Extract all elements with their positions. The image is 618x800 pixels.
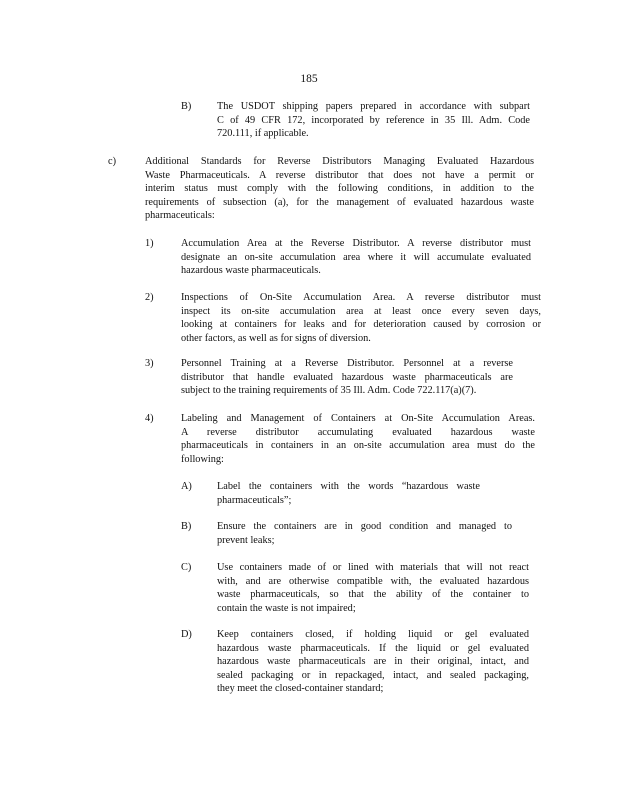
text-line: pharmaceuticals: — [145, 210, 215, 222]
text-line: A reverse distributor accumulating evaluated hazardous waste — [181, 426, 535, 438]
item-label: B) — [181, 521, 192, 532]
item-text — [145, 155, 534, 223]
item-label: c) — [108, 156, 116, 167]
text-line: they meet the closed-container standard; — [217, 683, 384, 695]
text-line: distributor that handle evaluated hazardous waste pharmaceuticals are — [181, 371, 513, 383]
text-line: The USDOT shipping papers prepared in accordance with subpart — [217, 101, 530, 112]
text-line: pharmaceuticals”; — [217, 494, 292, 506]
item-label: 4) — [145, 413, 154, 424]
text-line: C of 49 CFR 172, incorporated by reference in 35 Ill. Adm. Code — [217, 114, 530, 126]
item-text — [217, 561, 529, 615]
text-line: Waste Pharmaceuticals. A reverse distributor that does not have a permit or — [145, 169, 534, 181]
item-label: A) — [181, 481, 192, 492]
text-line: subject to the training requirements of 35 Ill. Adm. Code 722.117(a)(7). — [181, 385, 477, 397]
text-line: Accumulation Area at the Reverse Distributor. A reverse distributor must — [181, 238, 531, 249]
item-text — [181, 412, 535, 466]
item-text — [217, 480, 480, 507]
text-line: Labeling and Management of Containers at On-Site Accumulation Areas. — [181, 413, 535, 424]
text-line: sealed packaging or in repackaged, intact, and sealed packaging, — [217, 669, 529, 681]
item-label: 3) — [145, 358, 154, 369]
item-text — [217, 520, 512, 547]
text-line: Ensure the containers are in good condition and managed to — [217, 521, 512, 532]
text-line: interim status must comply with the following conditions, in addition to the — [145, 183, 534, 195]
text-line: hazardous waste pharmaceuticals. If the liquid or gel evaluated — [217, 642, 529, 654]
text-line: looking at containers for leaks and for deterioration caused by corrosion or — [181, 319, 541, 331]
text-line: requirements of subsection (a), for the management of evaluated hazardous waste — [145, 196, 534, 208]
item-text — [181, 291, 541, 345]
text-line: waste pharmaceuticals, so that the ability of the container to — [217, 589, 529, 601]
text-line: Keep containers closed, if holding liquid or gel evaluated — [217, 629, 529, 640]
text-line: Inspections of On-Site Accumulation Area. A reverse distributor must — [181, 292, 541, 303]
text-line: 720.111, if applicable. — [217, 128, 309, 140]
item-text — [217, 100, 530, 141]
text-line: designate an on-site accumulation area where it will accumulate evaluated — [181, 251, 531, 263]
text-line: other factors, as well as for signs of diversion. — [181, 332, 371, 344]
text-line: following: — [181, 453, 224, 465]
text-line: inspect its on-site accumulation area at least once every seven days, — [181, 305, 541, 317]
text-line: Label the containers with the words “hazardous waste — [217, 481, 480, 492]
item-label: C) — [181, 562, 192, 573]
item-text — [217, 628, 529, 696]
item-label: 1) — [145, 238, 154, 249]
item-label: 2) — [145, 292, 154, 303]
item-label: D) — [181, 629, 192, 640]
item-label: B) — [181, 101, 192, 112]
text-line: Personnel Training at a Reverse Distributor. Personnel at a reverse — [181, 358, 513, 369]
text-line: prevent leaks; — [217, 534, 275, 546]
text-line: pharmaceuticals in containers in an on-site accumulation area must do the — [181, 440, 535, 452]
text-line: with, and are otherwise compatible with, the evaluated hazardous — [217, 575, 529, 587]
text-line: contain the waste is not impaired; — [217, 602, 356, 614]
text-line: hazardous waste pharmaceuticals are in their original, intact, and — [217, 656, 529, 668]
item-text — [181, 357, 513, 398]
text-line: Use containers made of or lined with materials that will not react — [217, 562, 529, 573]
text-line: Additional Standards for Reverse Distributors Managing Evaluated Hazardous — [145, 156, 534, 167]
text-line: hazardous waste pharmaceuticals. — [181, 265, 321, 277]
item-text — [181, 237, 531, 278]
page-number: 185 — [300, 73, 318, 85]
